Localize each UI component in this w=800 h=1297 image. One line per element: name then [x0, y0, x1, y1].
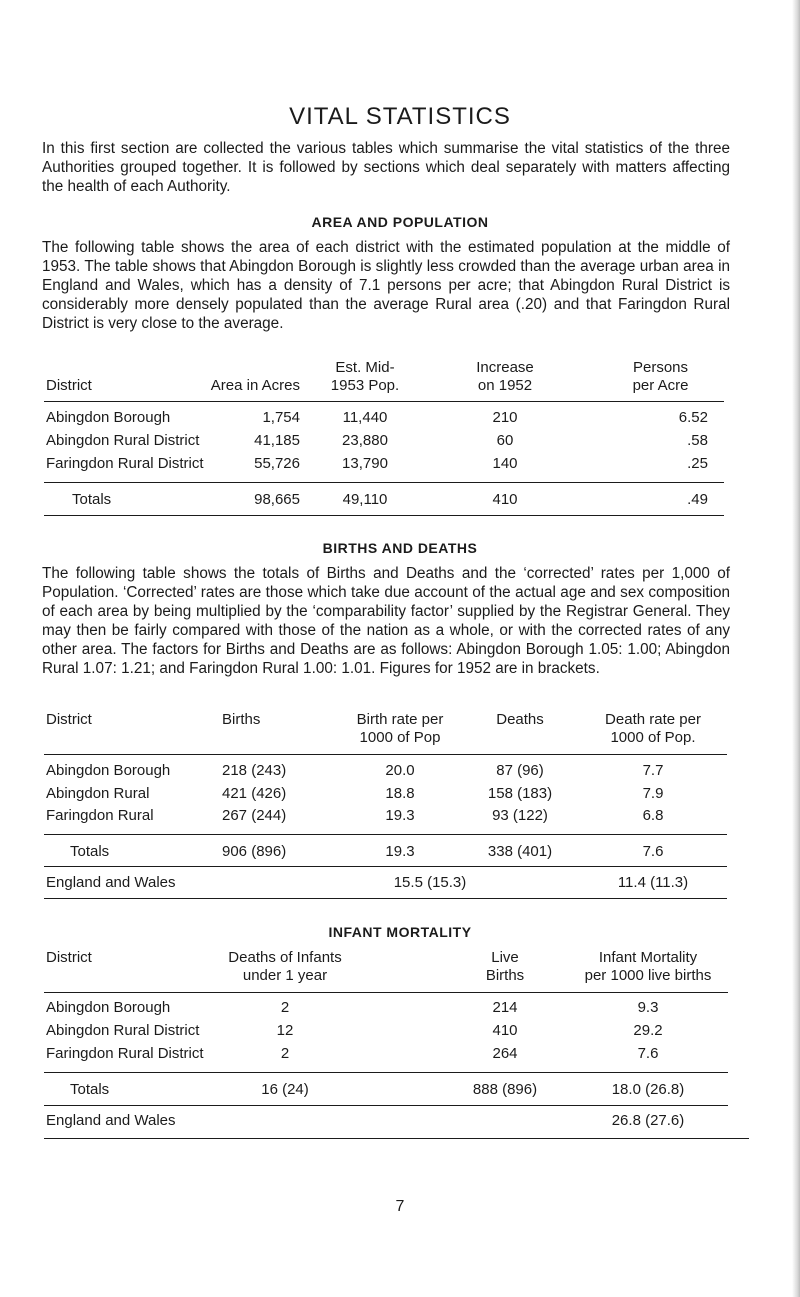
row-district: Abingdon Borough — [46, 762, 171, 779]
col-header-infant-deaths-age: under 1 year — [242, 967, 328, 984]
col-header-infant-mortality: Infant Mortality — [598, 949, 698, 966]
table-rule — [44, 866, 727, 867]
row-infant-mortality: 7.6 — [637, 1045, 659, 1062]
table-rule — [44, 754, 727, 755]
row-birth-rate: 18.8 — [385, 785, 415, 802]
row-births: 267 (244) — [222, 807, 287, 824]
row-district: Abingdon Rural District — [46, 432, 200, 449]
intro-paragraph: In this first section are collected the various tables which summarise the vital statistics of the three Authorities grouped together. It is followed by sections which deal separately with matters affecting the health of each Authority. — [42, 140, 730, 195]
col-header-district: District — [46, 711, 92, 728]
row-birth-rate: 20.0 — [385, 762, 415, 779]
row-district: Faringdon Rural District — [46, 1045, 204, 1062]
row-pop: 13,790 — [342, 455, 388, 472]
row-increase: 60 — [496, 432, 514, 449]
row-death-rate: 7.9 — [642, 785, 664, 802]
col-header-infant-deaths: Deaths of Infants — [228, 949, 342, 966]
row-infant-deaths: 12 — [276, 1022, 294, 1039]
row-per-acre: .58 — [687, 432, 708, 449]
totals-pop: 49,110 — [342, 491, 388, 508]
row-area: 55,726 — [254, 455, 300, 472]
totals-births: 906 (896) — [222, 843, 287, 860]
row-death-rate: 7.7 — [642, 762, 664, 779]
table-rule — [44, 515, 724, 516]
row-live-births: 410 — [492, 1022, 518, 1039]
page-number: 7 — [395, 1198, 405, 1215]
area-population-heading: AREA AND POPULATION — [311, 214, 489, 230]
row-pop: 23,880 — [342, 432, 388, 449]
col-header-birth-rate: Birth rate per — [356, 711, 444, 728]
england-wales-label: England and Wales — [46, 1112, 176, 1129]
col-header-per-acre: per Acre — [632, 377, 689, 394]
births-deaths-heading: BIRTHS AND DEATHS — [322, 540, 478, 556]
row-live-births: 264 — [492, 1045, 518, 1062]
row-district: Faringdon Rural — [46, 807, 154, 824]
row-infant-deaths: 2 — [280, 1045, 290, 1062]
england-wales-infant-mortality: 26.8 (27.6) — [611, 1112, 685, 1129]
totals-area: 98,665 — [254, 491, 300, 508]
row-increase: 140 — [492, 455, 518, 472]
area-population-paragraph: The following table shows the area of each district with the estimated population at the middle of 1953. The table shows that Abingdon Borough is slightly less crowded than the average urban area in England and Wales, which has a density of 7.1 persons per acre; that Abingdon Rural District is considerably more densely populated than the average Rural area (.20) and that Faringdon Rural District is very close to the average. — [42, 239, 730, 332]
col-header-deaths: Deaths — [496, 711, 544, 728]
totals-infant-mortality: 18.0 (26.8) — [611, 1081, 685, 1098]
col-header-est-pop: 1953 Pop. — [330, 377, 400, 394]
births-deaths-paragraph: The following table shows the totals of Births and Deaths and the ‘corrected’ rates per 1,000 of Population. ‘Corrected’ rates are those which take due account of the actual age and sex composition of each area by being multiplied by the ‘comparability factor’ supplied by the Registrar General. They may then be fairly compared with those of the nation as a whole, or with the corrected rates of any other area. The factors for Births and Deaths are as follows: Abingdon Borough 1.05: 1.00; Abingdon Rural 1.07: 1.21; and Faringdon Rural 1.00: 1.01. Figures for 1952 are in brackets. — [42, 565, 730, 677]
table-rule — [44, 1105, 728, 1106]
col-header-births: Births — [485, 967, 525, 984]
table-rule — [44, 1072, 728, 1073]
col-header-live: Live — [491, 949, 519, 966]
row-district: Abingdon Rural — [46, 785, 150, 802]
row-pop: 11,440 — [342, 409, 388, 426]
col-header-death-rate: Death rate per — [605, 711, 701, 728]
row-death-rate: 6.8 — [642, 807, 664, 824]
england-wales-label: England and Wales — [46, 874, 176, 891]
totals-label: Totals — [72, 491, 112, 508]
col-header-on-1952: on 1952 — [477, 377, 533, 394]
row-birth-rate: 19.3 — [385, 807, 415, 824]
totals-label: Totals — [70, 1081, 110, 1098]
row-deaths: 87 (96) — [496, 762, 544, 779]
table-rule — [44, 898, 727, 899]
totals-death-rate: 7.6 — [642, 843, 664, 860]
totals-increase: 410 — [492, 491, 518, 508]
col-header-est-mid: Est. Mid- — [335, 359, 395, 376]
page-title: VITAL STATISTICS — [289, 103, 511, 130]
england-wales-death-rate: 11.4 (11.3) — [617, 874, 689, 891]
row-births: 218 (243) — [222, 762, 287, 779]
row-district: Faringdon Rural District — [46, 455, 204, 472]
col-header-death-rate-unit: 1000 of Pop. — [610, 729, 696, 746]
col-header-district: District — [46, 949, 92, 966]
row-live-births: 214 — [492, 999, 518, 1016]
row-area: 1,754 — [262, 409, 300, 426]
row-increase: 210 — [492, 409, 518, 426]
totals-infant-deaths: 16 (24) — [261, 1081, 309, 1098]
totals-deaths: 338 (401) — [487, 843, 553, 860]
col-header-infant-mortality-unit: per 1000 live births — [584, 967, 712, 984]
row-district: Abingdon Rural District — [46, 1022, 200, 1039]
col-header-birth-rate-unit: 1000 of Pop — [359, 729, 441, 746]
totals-per-acre: .49 — [687, 491, 708, 508]
table-rule — [44, 401, 724, 402]
table-rule — [44, 834, 727, 835]
england-wales-birth-rate: 15.5 (15.3) — [393, 874, 467, 891]
totals-live-births: 888 (896) — [472, 1081, 538, 1098]
row-per-acre: 6.52 — [678, 409, 708, 426]
col-header-persons: Persons — [632, 359, 689, 376]
totals-label: Totals — [70, 843, 110, 860]
col-header-area: Area in Acres — [210, 377, 300, 394]
row-area: 41,185 — [254, 432, 300, 449]
table-rule — [44, 1138, 749, 1139]
infant-mortality-heading: INFANT MORTALITY — [328, 924, 472, 940]
row-district: Abingdon Borough — [46, 409, 171, 426]
row-infant-mortality: 9.3 — [637, 999, 659, 1016]
table-rule — [44, 482, 724, 483]
table-rule — [44, 992, 728, 993]
row-infant-deaths: 2 — [280, 999, 290, 1016]
row-deaths: 93 (122) — [492, 807, 548, 824]
col-header-births: Births — [222, 711, 261, 728]
col-header-increase: Increase — [476, 359, 534, 376]
row-deaths: 158 (183) — [487, 785, 553, 802]
page-edge-shadow — [792, 0, 800, 1297]
row-births: 421 (426) — [222, 785, 287, 802]
totals-birth-rate: 19.3 — [385, 843, 415, 860]
row-per-acre: .25 — [687, 455, 708, 472]
col-header-district: District — [46, 377, 92, 394]
row-infant-mortality: 29.2 — [633, 1022, 663, 1039]
row-district: Abingdon Borough — [46, 999, 171, 1016]
